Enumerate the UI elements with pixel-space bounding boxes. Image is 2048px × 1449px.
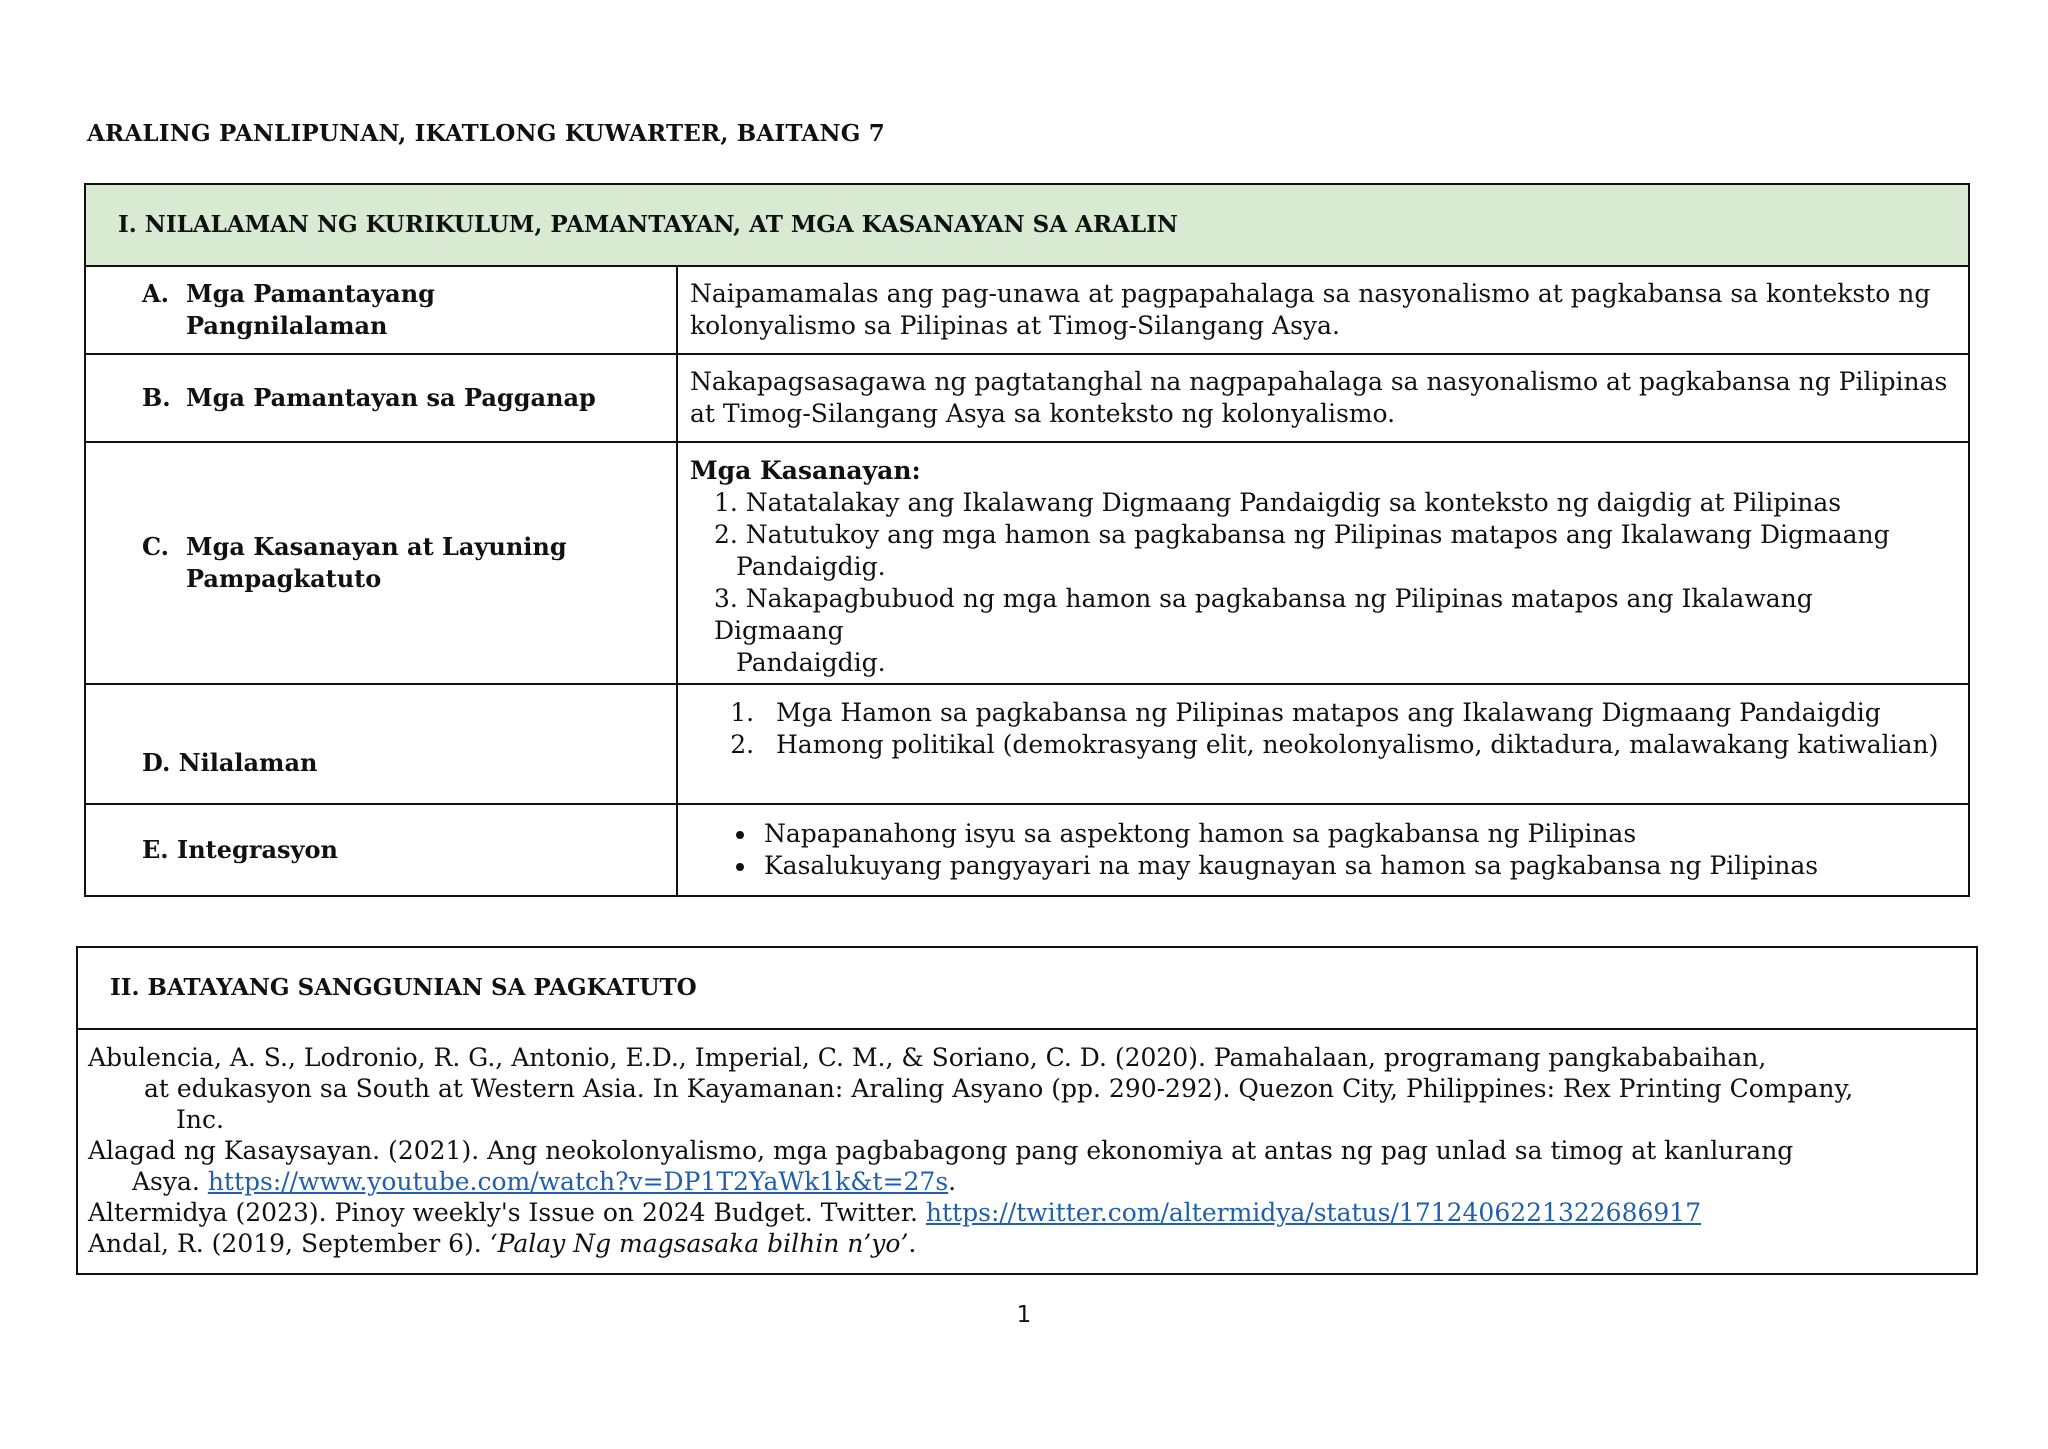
reference-1-line2: at edukasyon sa South at Western Asia. In Kayamanan: Araling Asyano (pp. 290-292). Quezon City, Philippines: Rex Printing Company, (144, 1074, 1854, 1103)
list-item: 2. Hamong politikal (demokrasyang elit, neokolonyalismo, diktadura, malawakang katiwalian) (762, 729, 1948, 761)
list-item: • Kasalukuyang pangyayari na may kaugnayan sa hamon sa pagkabansa ng Pilipinas (758, 850, 1948, 882)
kasanayan-item-1: 1. Natatalakay ang Ikalawang Digmaang Pandaigdig sa konteksto ng daigdig at Pilipinas (714, 488, 1842, 517)
kasanayan-item-2-cont: Pandaigdig. (736, 552, 886, 581)
section-2-heading: II. BATAYANG SANGGUNIAN SA PAGKATUTO (77, 947, 1977, 1029)
table-row-c (85, 442, 1969, 684)
row-c-label (85, 442, 677, 684)
integrasyon-list (690, 818, 1948, 882)
reference-4-title: ‘Palay Ng magsasaka bilhin n’yo’ (489, 1229, 909, 1258)
references-table (76, 946, 1978, 1275)
list-item: • Napapanahong isyu sa aspektong hamon sa pagkabansa ng Pilipinas (758, 818, 1948, 850)
reference-1-line3: Inc. (176, 1105, 224, 1134)
reference-3 (88, 1197, 1966, 1228)
reference-2-line2 (88, 1166, 1966, 1197)
row-c-letter: C. (142, 532, 170, 561)
curriculum-table (84, 183, 1970, 897)
page-number: 1 (1016, 1302, 1032, 1328)
kasanayan-item-3-cont: Pandaigdig. (736, 648, 886, 677)
reference-3-pre: Altermidya (2023). Pinoy weekly's Issue on 2024 Budget. Twitter. (88, 1198, 926, 1227)
row-a-letter: A. (142, 279, 169, 308)
row-c-label-line1: Mga Kasanayan at Layuning (186, 532, 567, 561)
kasanayan-heading: Mga Kasanayan: (690, 456, 921, 485)
reference-2-line1: Alagad ng Kasaysayan. (2021). Ang neokolonyalismo, mga pagbabagong pang ekonomiya at antas ng pag unlad sa timog at kanlurang (88, 1136, 1794, 1165)
reference-2-pre: Asya. (132, 1167, 208, 1196)
row-a-label (85, 266, 677, 354)
table-row-b (85, 354, 1969, 442)
kasanayan-item-2: 2. Natutukoy ang mga hamon sa pagkabansa ng Pilipinas matapos ang Ikalawang Digmaang (714, 520, 1890, 549)
list-item: 1. Mga Hamon sa pagkabansa ng Pilipinas matapos ang Ikalawang Digmaang Pandaigdig (762, 697, 1948, 729)
reference-4-pre: Andal, R. (2019, September 6). (88, 1229, 490, 1258)
kasanayan-item-3: 3. Nakapagbubuod ng mga hamon sa pagkabansa ng Pilipinas matapos ang Ikalawang Digmaang (714, 584, 1813, 645)
row-c-label-line2: Pampagkatuto (186, 564, 382, 593)
reference-1-line1: Abulencia, A. S., Lodronio, R. G., Antonio, E.D., Imperial, C. M., & Soriano, C. D. (2020). Pamahalaan, programang pangkababaihan, (88, 1043, 1767, 1072)
row-e-value (677, 804, 1969, 896)
table-row-d (85, 684, 1969, 804)
table-row-a (85, 266, 1969, 354)
section-1-header (85, 184, 1969, 266)
row-b-text-line1: Nakapagsasagawa ng pagtatanghal na nagpapahalaga sa nasyonalismo at pagkabansa ng Pilipinas (690, 367, 1948, 396)
row-b-label-text: Mga Pamantayan sa Pagganap (186, 383, 596, 412)
row-a-label-line1: Mga Pamantayang (186, 279, 435, 308)
row-e-label: E. Integrasyon (85, 804, 677, 896)
reference-4 (88, 1228, 1966, 1259)
section-1-number: I. (118, 211, 137, 238)
row-b-label (85, 354, 677, 442)
row-a-text-line1: Naipamamalas ang pag-unawa at pagpapahalaga sa nasyonalismo at pagkabansa sa konteksto ng (690, 279, 1931, 308)
reference-4-post: . (908, 1229, 917, 1258)
row-d-value (677, 684, 1969, 804)
table-row-e (85, 804, 1969, 896)
document-title: ARALING PANLIPUNAN, IKATLONG KUWARTER, BAITANG 7 (87, 120, 885, 147)
nilalaman-list (690, 697, 1948, 761)
twitter-link[interactable]: https://twitter.com/altermidya/status/1712406221322686917 (925, 1198, 1702, 1227)
section-1-heading: NILALAMAN NG KURIKULUM, PAMANTAYAN, AT MGA KASANAYAN SA ARALIN (144, 211, 1178, 238)
row-b-text-line2: at Timog-Silangang Asya sa konteksto ng kolonyalismo. (690, 399, 1396, 428)
row-d-label: D. Nilalaman (85, 684, 677, 804)
row-a-label-line2: Pangnilalaman (186, 311, 388, 340)
youtube-link[interactable]: https://www.youtube.com/watch?v=DP1T2YaWk1k&t=27s (207, 1167, 949, 1196)
row-a-value (677, 266, 1969, 354)
reference-2-post: . (948, 1167, 957, 1196)
row-b-letter: B. (142, 383, 171, 412)
row-b-value (677, 354, 1969, 442)
row-a-text-line2: kolonyalismo sa Pilipinas at Timog-Silangang Asya. (690, 311, 1340, 340)
row-c-value (677, 442, 1969, 684)
references-cell (77, 1029, 1977, 1274)
